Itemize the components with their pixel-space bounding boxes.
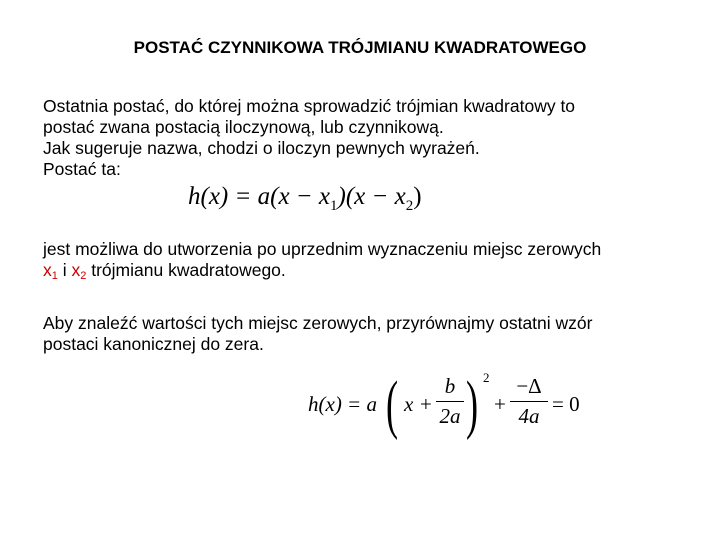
exponent: 2 [483,370,490,385]
fraction-numerator: b [444,374,456,398]
formula-lhs: h(x) = a(x − x [188,183,331,210]
intro-line: Jak sugeruje nazwa, chodzi o iloczyn pewnych wyrażeń. [43,138,480,158]
formula-middle: )(x − x [337,183,406,210]
page-title: POSTAĆ CZYNNIKOWA TRÓJMIANU KWADRATOWEGO [133,38,587,57]
x1-subscript: 1 [51,270,58,282]
zeros-rest: trójmianu kwadratowego. [86,260,286,280]
factored-form-formula [188,183,422,214]
fraction-denominator: 2a [439,404,461,428]
canonical-line: postaci kanonicznej do zera. [43,334,264,354]
fraction-bar [510,401,548,402]
zeros-line-2 [43,260,693,281]
intro-line: Ostatnia postać, do której można sprowadzić trójmian kwadratowy to [43,96,576,116]
canonical-line: Aby znaleźć wartości tych miejsc zerowych, przyrównajmy ostatni wzór [43,313,593,333]
intro-paragraph [43,96,693,180]
equation-x-plus: x + [404,392,433,416]
and-word: i [57,260,72,280]
fraction-b-over-2a [436,374,464,429]
equation-lhs: h(x) = a [308,392,377,416]
x2-subscript: 2 [80,270,87,282]
right-big-paren: ) [466,368,479,441]
fraction-numerator: −Δ [516,374,542,398]
canonical-equation [308,370,588,440]
fraction-bar [436,401,464,402]
intro-line: Postać ta: [43,159,121,179]
equals-zero: = 0 [552,392,580,416]
fraction-delta-over-4a [510,374,548,429]
formula-end: ) [413,183,422,210]
intro-line: postać zwana postacią iloczynową, lub czynnikową. [43,117,444,137]
zeros-line: jest możliwa do utworzenia po uprzednim wyznaczeniu miejsc zerowych [43,239,602,259]
zeros-paragraph [43,239,693,281]
x2-symbol: x [71,260,81,280]
canonical-paragraph [43,313,693,355]
fraction-denominator: 4a [518,404,540,428]
x1-symbol: x [43,260,52,280]
left-big-paren: ( [386,368,399,441]
formula-subscript-1: 1 [330,198,338,214]
formula-subscript-2: 2 [405,198,414,214]
plus-sign: + [494,392,506,416]
